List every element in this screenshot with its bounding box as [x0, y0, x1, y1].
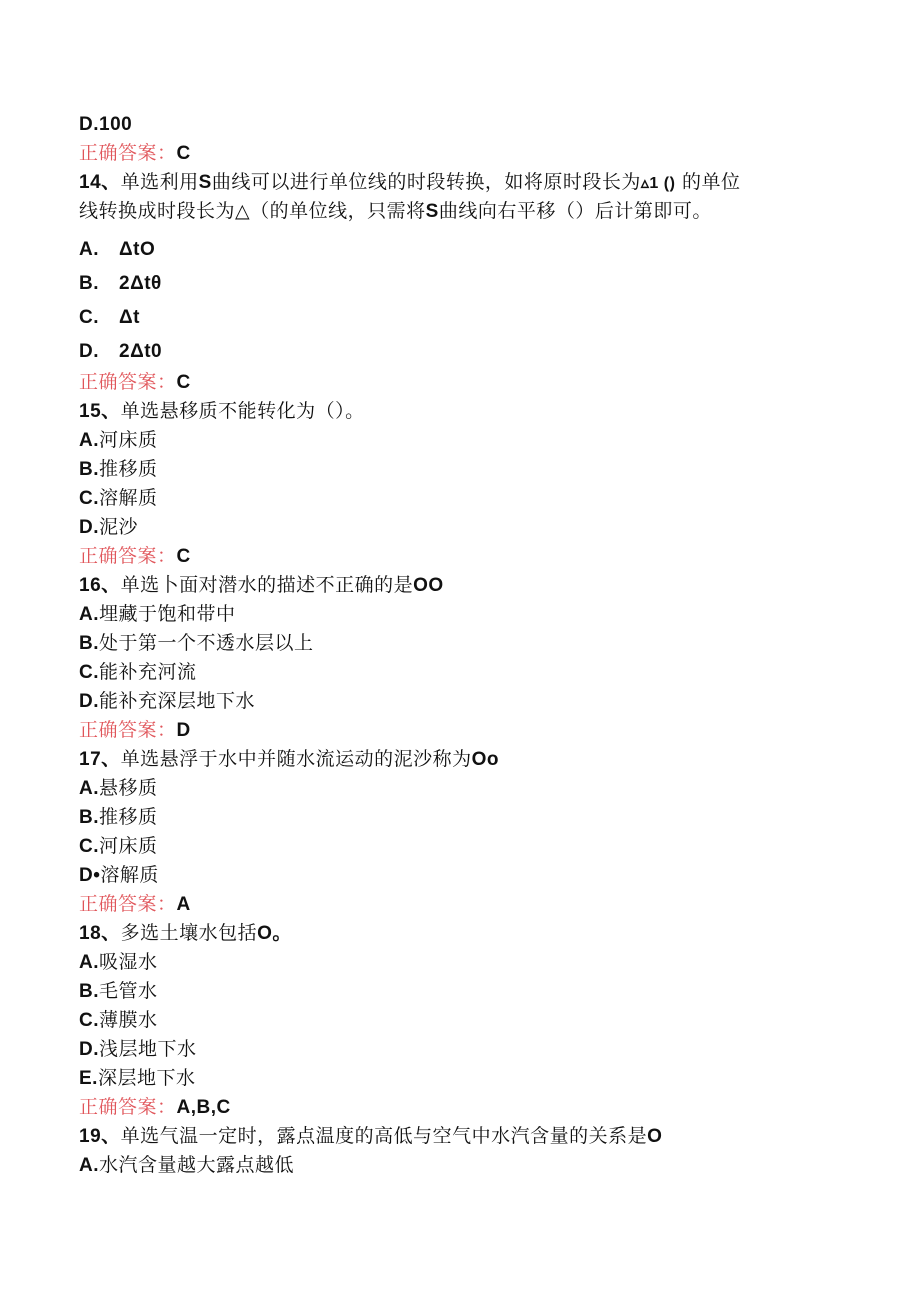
option-b-q16: [79, 629, 839, 658]
option-d-q16: [79, 687, 839, 716]
option-label: D.: [79, 341, 99, 362]
answer-label: 正确答案：: [79, 719, 177, 741]
answer-label: 正确答案：: [79, 545, 177, 567]
option-text: 溶解质: [100, 864, 159, 886]
option-b-q17: [79, 803, 839, 832]
option-e-q18: [79, 1064, 839, 1093]
option-label: B.: [79, 981, 99, 1002]
answer-label: 正确答案：: [79, 1096, 177, 1118]
option-text: ΔtO: [119, 239, 156, 260]
option-label: C.: [79, 836, 99, 857]
option-label: A.: [79, 778, 99, 799]
question-number: 18、: [79, 923, 121, 944]
option-label: A.: [79, 952, 99, 973]
question-14-line1: [79, 168, 839, 197]
option-d-q18: [79, 1035, 839, 1064]
question-number: 15、: [79, 401, 121, 422]
option-c-q15: [79, 484, 839, 513]
option-a-q19: [79, 1151, 839, 1180]
option-c-q18: [79, 1006, 839, 1035]
question-text: 多选土壤水包括: [120, 922, 258, 944]
option-label: A.: [79, 1155, 99, 1176]
question-number: 19、: [79, 1126, 121, 1147]
answer-label: 正确答案：: [79, 893, 177, 915]
option-c-q17: [79, 832, 839, 861]
option-label: A.: [79, 604, 99, 625]
option-label: D.: [79, 691, 99, 712]
option-text: 深层地下水: [97, 1067, 196, 1089]
question-text: ▵1 (): [640, 175, 676, 192]
option-b-q14: [79, 266, 839, 300]
answer-label: 正确答案：: [79, 142, 177, 164]
option-d-q13: [79, 110, 839, 139]
question-19: [79, 1122, 839, 1151]
answer-q13: [79, 139, 839, 168]
option-text: 2Δtθ: [119, 273, 162, 294]
option-text: 2Δt0: [119, 341, 163, 362]
answer-value: C: [176, 143, 191, 164]
question-text: 的单位: [681, 171, 741, 193]
document-page: [79, 110, 839, 1180]
option-label: C.: [79, 488, 99, 509]
option-label: B.: [79, 459, 99, 480]
option-text: 能补充深层地下水: [99, 690, 256, 712]
option-d-q17: [79, 861, 839, 890]
option-b-q18: [79, 977, 839, 1006]
question-text: Oo: [471, 749, 500, 770]
answer-q15: [79, 542, 839, 571]
question-text: 单选气温一定时，露点温度的高低与空气中水汽含量的关系是: [120, 1125, 648, 1147]
option-c-q16: [79, 658, 839, 687]
answer-q18: [79, 1093, 839, 1122]
question-text: S: [425, 201, 439, 222]
question-text: 单选悬移质不能转化为（）。: [120, 400, 365, 422]
question-15: [79, 397, 839, 426]
answer-value: C: [176, 546, 191, 567]
option-d-q15: [79, 513, 839, 542]
answer-value: A,B,C: [176, 1097, 231, 1118]
option-text: 吸湿水: [99, 951, 158, 973]
option-label: B.: [79, 633, 99, 654]
option-text: Δt: [119, 307, 140, 328]
question-text: 曲线可以进行单位线的时段转换，如将原时段长为: [211, 171, 641, 193]
option-label: D.: [79, 517, 99, 538]
option-text: 薄膜水: [99, 1009, 158, 1031]
option-label: A.: [79, 239, 99, 260]
answer-value: A: [176, 894, 191, 915]
answer-q16: [79, 716, 839, 745]
option-text: D.100: [79, 114, 133, 135]
question-text: 线转换成时段长为△（的单位线，只需将: [79, 200, 426, 222]
question-text: OO: [413, 575, 444, 596]
question-text: S: [198, 172, 212, 193]
option-label: D•: [79, 865, 101, 886]
option-label: D.: [79, 1039, 99, 1060]
option-text: 毛管水: [99, 980, 158, 1002]
question-text: O: [647, 1126, 663, 1147]
question-text: 单选悬浮于水中并随水流运动的泥沙称为: [120, 748, 472, 770]
option-a-q16: [79, 600, 839, 629]
question-text: 单选利用: [120, 171, 199, 193]
answer-q14: [79, 368, 839, 397]
option-text: 推移质: [99, 458, 158, 480]
question-number: 16、: [79, 575, 121, 596]
option-text: 埋藏于饱和带中: [99, 603, 236, 625]
option-text: 推移质: [99, 806, 158, 828]
option-d-q14: [79, 334, 839, 368]
option-a-q18: [79, 948, 839, 977]
answer-label: 正确答案：: [79, 371, 177, 393]
option-label: B.: [79, 807, 99, 828]
option-label: E.: [79, 1068, 98, 1089]
option-text: 河床质: [99, 429, 158, 451]
option-text: 水汽含量越大露点越低: [99, 1154, 295, 1176]
question-text: O。: [257, 923, 292, 944]
question-number: 17、: [79, 749, 121, 770]
option-label: C.: [79, 1010, 99, 1031]
option-text: 能补充河流: [99, 661, 197, 683]
option-a-q17: [79, 774, 839, 803]
option-text: 处于第一个不透水层以上: [99, 632, 314, 654]
option-a-q14: [79, 232, 839, 266]
option-text: 泥沙: [99, 516, 139, 538]
option-label: C.: [79, 662, 99, 683]
answer-q17: [79, 890, 839, 919]
question-text: 单选卜面对潜水的描述不正确的是: [120, 574, 414, 596]
answer-value: C: [176, 372, 191, 393]
question-number: 14、: [79, 172, 121, 193]
option-text: 浅层地下水: [99, 1038, 197, 1060]
option-b-q15: [79, 455, 839, 484]
option-c-q14: [79, 300, 839, 334]
option-text: 溶解质: [99, 487, 158, 509]
option-label: B.: [79, 273, 99, 294]
option-a-q15: [79, 426, 839, 455]
option-label: A.: [79, 430, 99, 451]
question-16: [79, 571, 839, 600]
option-label: C.: [79, 307, 99, 328]
question-text: 曲线向右平移（）后计第即可。: [438, 200, 712, 222]
answer-value: D: [176, 720, 191, 741]
question-18: [79, 919, 839, 948]
question-17: [79, 745, 839, 774]
option-text: 河床质: [99, 835, 158, 857]
question-14-line2: [79, 197, 839, 226]
option-text: 悬移质: [99, 777, 158, 799]
